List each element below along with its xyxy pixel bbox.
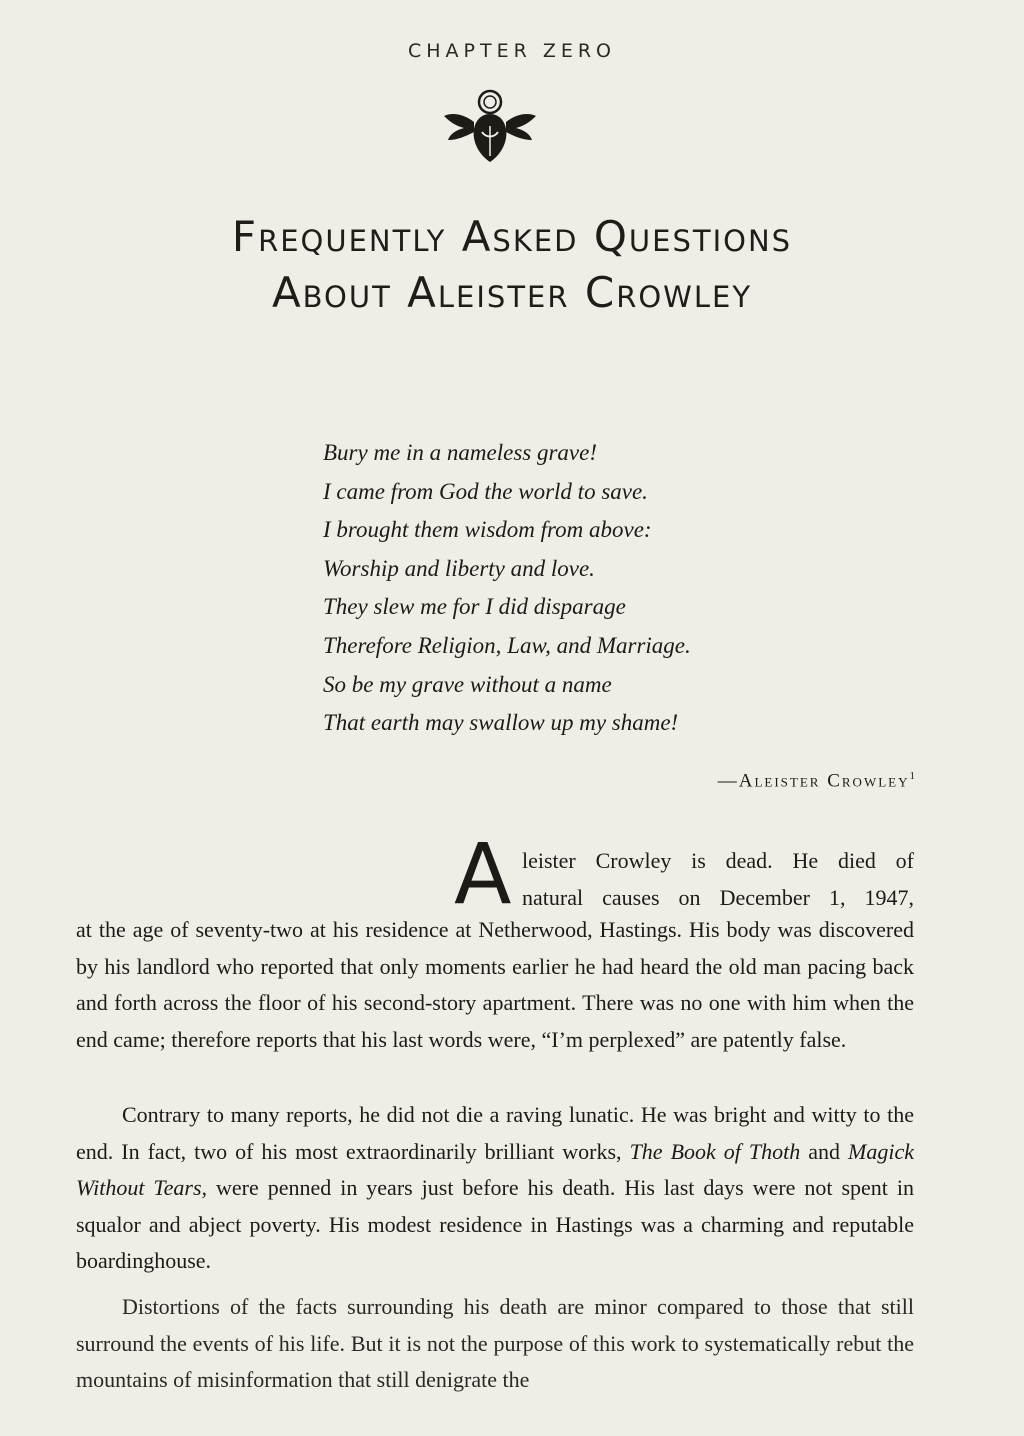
poem-line: Therefore Religion, Law, and Marriage.	[323, 632, 691, 658]
winged-scarab-ornament-icon	[442, 86, 538, 166]
paragraph-1: at the age of seventy-two at his residence at Netherwood, Hastings. His body was discovered by his landlord who reported that only moments earlier he had heard the old man pacing back and forth across the floor of his second-story apartment. There was no one with him when the end came; therefore reports that his last words were, “I’m perplexed” are patently false.	[76, 917, 914, 1052]
title-line-2: About Aleister Crowley	[271, 268, 753, 317]
paragraph-2-text-c: were penned in years just before his death. His last days were not spent in squalor and abject poverty. His modest residence in Hastings was a charming and reputable boardinghouse.	[76, 1175, 914, 1273]
work-title-magick-without-tears: Magick Without Tears,	[76, 1138, 914, 1200]
opening-line-1: leister Crowley is dead. He died of	[522, 848, 914, 873]
chapter-label: CHAPTER ZERO	[407, 40, 617, 62]
epigraph-attribution	[500, 770, 915, 792]
footnote-mark: 1	[909, 770, 915, 782]
epigraph-poem	[323, 434, 783, 743]
opening-lines	[522, 843, 914, 916]
poem-line: Bury me in a nameless grave!	[323, 440, 598, 465]
drop-cap: A	[454, 825, 512, 923]
poem-line: Worship and liberty and love.	[323, 555, 595, 581]
paragraph-2	[76, 1097, 914, 1280]
poem-line: That earth may swallow up my shame!	[323, 710, 679, 736]
paragraph-2-text-b: and	[800, 1138, 849, 1164]
poem-line: They slew me for I did disparage	[323, 594, 626, 620]
poem-line: I came from God the world to save.	[323, 478, 648, 504]
paragraph-3: Distortions of the facts surrounding his death are minor compared to those that still surround the events of his life. But it is not the purpose of this work to systematically rebut the mountains of misinformation that still denigrate the	[76, 1294, 914, 1392]
poem-line: So be my grave without a name	[323, 671, 612, 697]
opening-line-2: natural causes on December 1, 1947,	[522, 884, 914, 910]
poem-line: I brought them wisdom from above:	[323, 517, 652, 543]
attribution-text: —Aleister Crowley	[717, 770, 910, 792]
work-title-book-of-thoth: The Book of Thoth	[629, 1138, 801, 1164]
paragraph-2-text-a: Contrary to many reports, he did not die a raving lunatic. He was bright and witty to the end. In fact, two of his most extraordinarily brilliant works,	[76, 1102, 914, 1164]
title-line-1: Frequently Asked Questions	[231, 212, 793, 261]
